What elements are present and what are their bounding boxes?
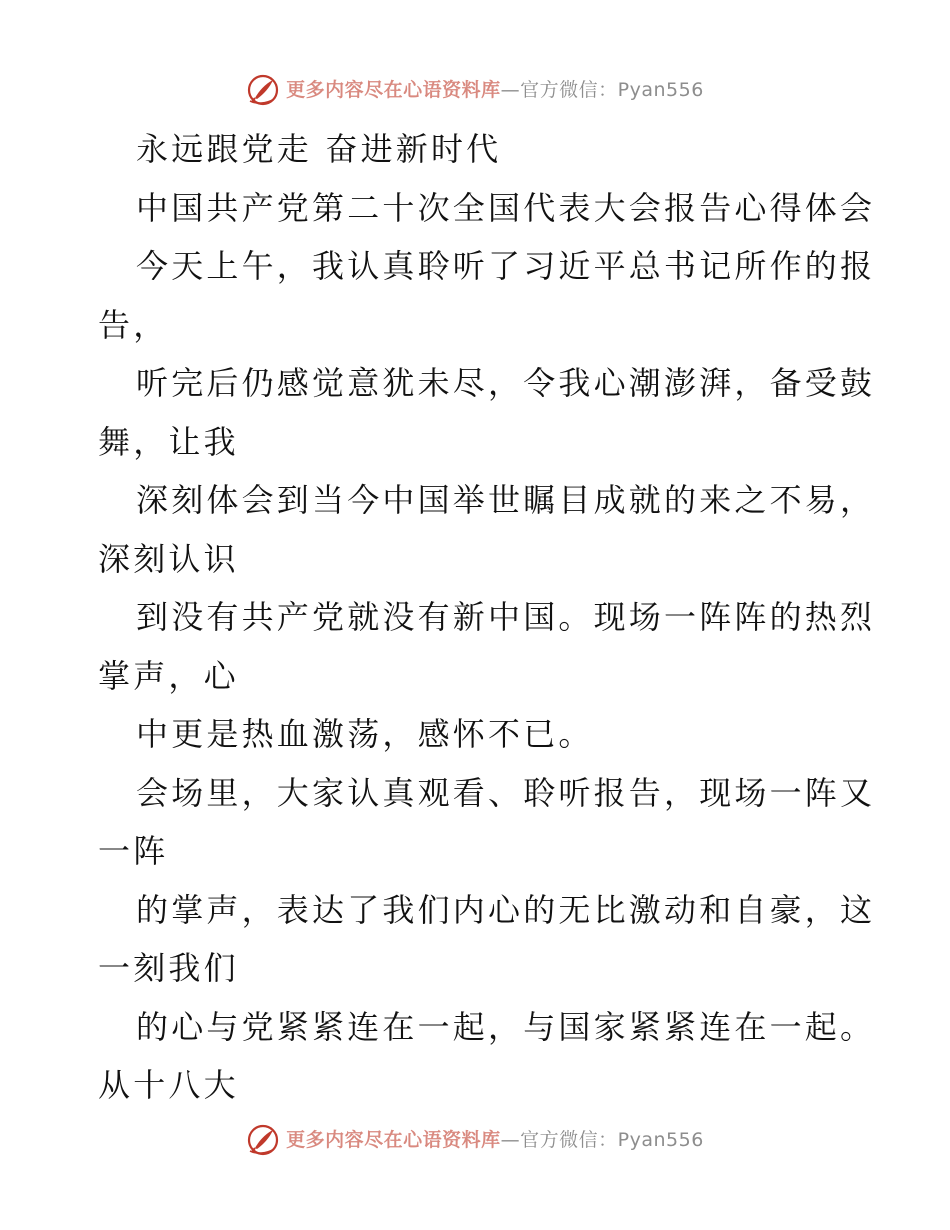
paragraph-line: 舞，让我 — [98, 422, 239, 461]
paragraph-line: 掌声，心 — [98, 656, 239, 695]
paragraph-line: 的心与党紧紧连在一起，与国家紧紧连在一起。 — [136, 1007, 876, 1046]
quill-pen-icon — [246, 1123, 280, 1157]
quill-pen-icon — [246, 73, 280, 107]
document-body — [98, 120, 876, 1115]
paragraph-line: 告， — [98, 305, 169, 344]
paragraph-line: 会场里，大家认真观看、聆听报告，现场一阵又 — [136, 773, 876, 812]
paragraph-line: 今天上午，我认真聆听了习近平总书记所作的报 — [136, 247, 876, 285]
document-subtitle: 中国共产党第二十次全国代表大会报告心得体会 — [136, 188, 876, 227]
paragraph-line: 一刻我们 — [98, 949, 239, 987]
paragraph-line: 中更是热血激荡，感怀不已。 — [136, 715, 594, 753]
paragraph-line: 深刻认识 — [98, 539, 239, 578]
watermark-footer — [0, 1120, 950, 1160]
watermark-wechat-text: —官方微信：Pyan556 — [500, 79, 704, 101]
watermark-site-text: 更多内容尽在心语资料库 — [286, 79, 501, 101]
paragraph-line: 深刻体会到当今中国举世瞩目成就的来之不易， — [136, 481, 876, 519]
paragraph-line: 从十八大 — [98, 1066, 239, 1104]
paragraph-line: 到没有共产党就没有新中国。现场一阵阵的热烈 — [136, 598, 876, 636]
paragraph-line: 一阵 — [98, 832, 169, 870]
document-title: 永远跟党走 奋进新时代 — [136, 130, 502, 168]
watermark-wechat-text: —官方微信：Pyan556 — [500, 1129, 704, 1151]
watermark-site-text: 更多内容尽在心语资料库 — [286, 1129, 501, 1151]
paragraph-line: 的掌声，表达了我们内心的无比激动和自豪，这 — [136, 890, 876, 929]
paragraph-line: 听完后仍感觉意犹未尽，令我心潮澎湃，备受鼓 — [136, 364, 876, 402]
watermark-header — [0, 70, 950, 110]
